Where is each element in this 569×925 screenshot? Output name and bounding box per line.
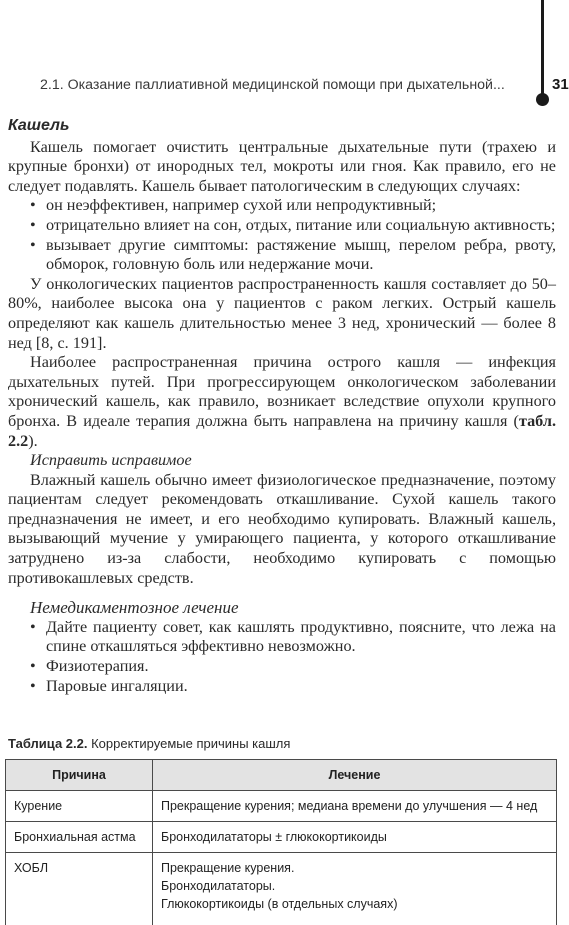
subheading-fix: Исправить исправимое	[8, 451, 556, 471]
page-content	[8, 116, 556, 696]
list-item: • Дайте пациенту совет, как кашлять продуктивно, поясните, что лежа на спине откашляться эффективно невозможно.	[30, 618, 556, 657]
paragraph-intro: Кашель помогает очистить центральные дыхательные пути (трахею и крупные бронхи) от инородных тел, мокроты или гноя. Как правило, его не следует подавлять. Кашель бывает патологическим в следующих случаях:	[8, 138, 556, 197]
page-number: 31	[552, 76, 569, 93]
header-vertical-rule	[541, 0, 544, 97]
list-item: • вызывает другие симптомы: растяжение мышц, перелом ребра, рвоту, обморок, головную боль или недержание мочи.	[30, 236, 556, 275]
causes-table	[5, 759, 557, 925]
table-row	[6, 791, 557, 822]
treatment-line: Прекращение курения; медиана времени до улучшения — 4 нед	[161, 797, 548, 815]
table-caption-text: Корректируемые причины кашля	[91, 736, 290, 751]
paragraph-wet-cough: Влажный кашель обычно имеет физиологическое предназначение, поэтому пациентам следует рекомендовать откашливание. Сухой кашель такого предназначения не имеет, и его необходимо купировать. Влажный кашель, вызывающий мучение у умирающего пациента, у которого откашливание затруднено из-за слабости, необходимо купировать с помощью противокашлевых средств.	[8, 471, 556, 589]
paragraph-prevalence: У онкологических пациентов распространенность кашля составляет до 50–80%, наиболее высока она у пациентов с раком легких. Острый кашель определяют как кашель длительностью менее 3 нед, хронический — более 8 нед [8, с. 191].	[8, 275, 556, 353]
treatment-line: Глюкокортикоиды (в отдельных случаях)	[161, 895, 548, 913]
running-title: 2.1. Оказание паллиативной медицинской помощи при дыхательной...	[40, 77, 505, 93]
table-row	[6, 853, 557, 925]
header-dot-marker	[536, 93, 549, 106]
section-title: Кашель	[8, 116, 556, 136]
paragraph-causes	[8, 353, 556, 451]
treatment-line: Бронходилататоры ± глюкокортикоиды	[161, 828, 548, 846]
treatment-line: Прекращение курения.	[161, 859, 548, 877]
cell-treatment	[153, 791, 557, 822]
cell-cause: Курение	[6, 791, 153, 822]
table-caption-label: Таблица 2.2.	[8, 736, 87, 751]
treatment-line: Бронходилататоры.	[161, 877, 548, 895]
list-item: • отрицательно влияет на сон, отдых, питание или социальную активность;	[30, 216, 556, 236]
header-treatment: Лечение	[153, 760, 557, 791]
subheading-nondrug: Немедикаментозное лечение	[8, 598, 556, 618]
pathological-cough-list	[8, 196, 556, 274]
list-item: • Физиотерапия.	[30, 657, 556, 677]
cell-treatment	[153, 853, 557, 925]
table-header-row	[6, 760, 557, 791]
list-item: • он неэффективен, например сухой или непродуктивный;	[30, 196, 556, 216]
table-row	[6, 822, 557, 853]
cell-cause: ХОБЛ	[6, 853, 153, 925]
list-item: • Паровые ингаляции.	[30, 677, 556, 697]
causes-text: Наиболее распространенная причина острого кашля — инфекция дыхательных путей. При прогрессирующем онкологическом заболевании хронический кашель, как правило, возникает вследствие опухоли крупного бронха. В идеале терапия должна быть направлена на причину кашля (	[8, 353, 556, 430]
cell-cause: Бронхиальная астма	[6, 822, 153, 853]
causes-end: ).	[28, 432, 37, 450]
nondrug-list	[8, 618, 556, 696]
cell-treatment	[153, 822, 557, 853]
table-caption	[8, 736, 290, 751]
table-reference: табл. 2.2	[8, 412, 556, 450]
header-cause: Причина	[6, 760, 153, 791]
